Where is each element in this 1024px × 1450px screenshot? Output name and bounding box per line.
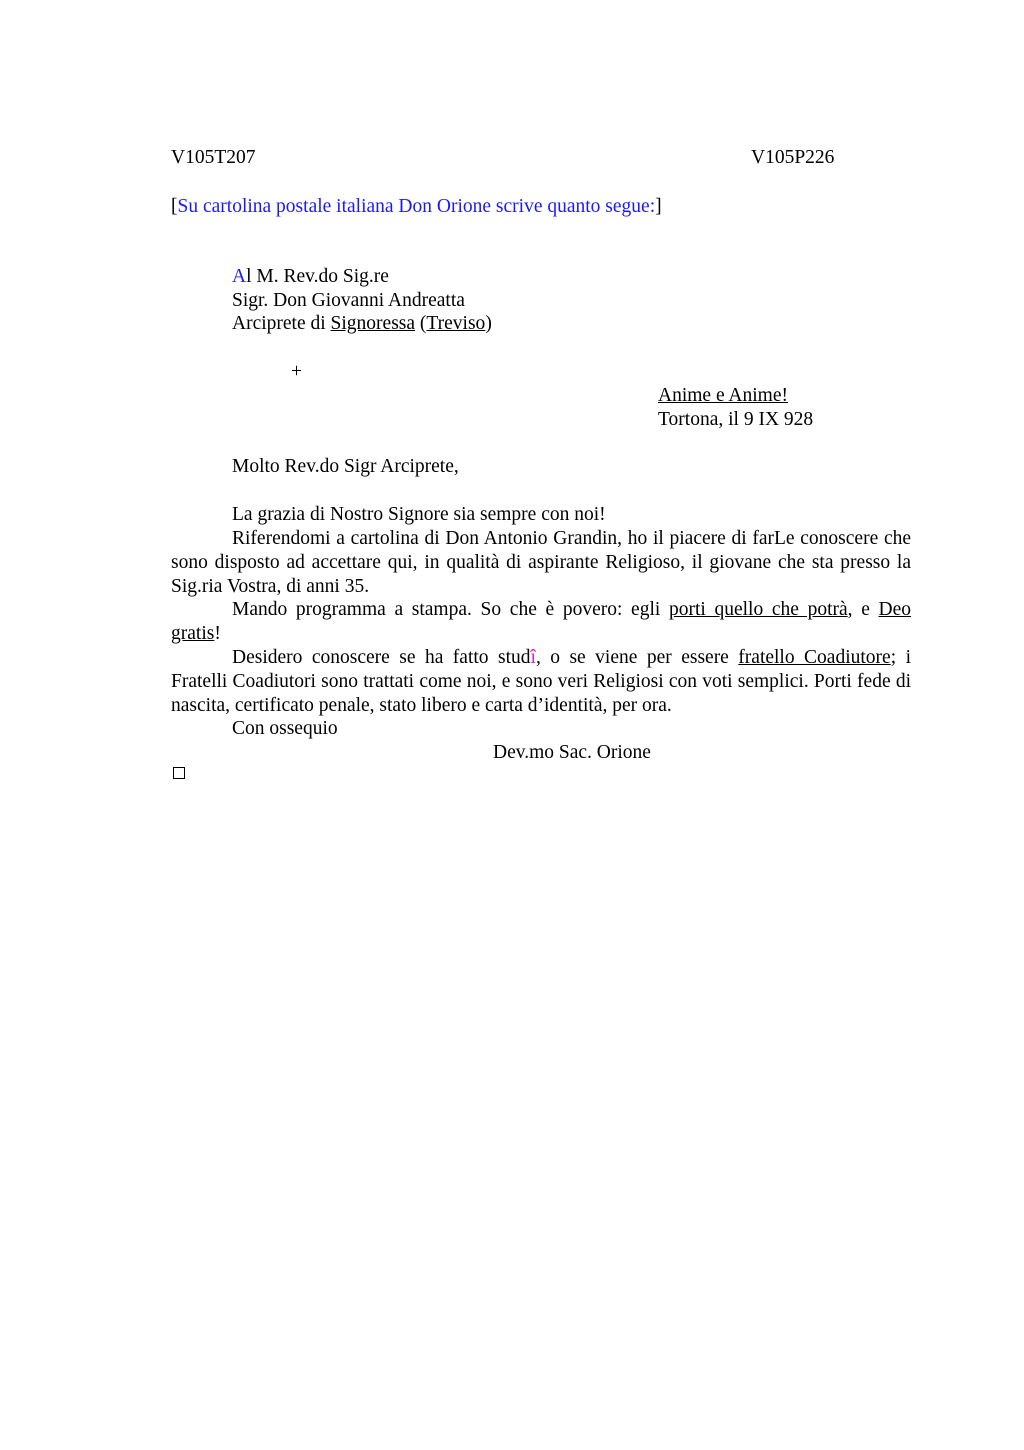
note-close-bracket: ] <box>655 196 662 217</box>
p4-accent-char: î <box>530 647 536 668</box>
p4-text-a: Desidero conoscere se ha fatto stud <box>232 647 531 668</box>
p3-text-c: ! <box>214 623 221 644</box>
address-line-3 <box>232 312 492 336</box>
dateline-motto: Anime e Anime! <box>658 385 788 406</box>
dateline-place-date: Tortona, il 9 IX 928 <box>658 409 814 430</box>
address-line-1-text: l M. Rev.do Sig.re <box>246 266 389 287</box>
p3-text-b: , e <box>847 599 879 620</box>
document-code-left: V105T207 <box>171 147 256 168</box>
document-code-right: V105P226 <box>751 147 835 168</box>
closing-phrase: Con ossequio <box>232 718 338 739</box>
salutation: Molto Rev.do Sigr Arciprete, <box>232 456 459 477</box>
address-line-2: Sigr. Don Giovanni Andreatta <box>232 290 465 311</box>
p3-text-a: Mando programma a stampa. So che è povero: egli <box>232 599 669 620</box>
p4-underlined: fratello Coadiutore <box>738 647 891 668</box>
address-initial: A <box>232 266 247 287</box>
address-open: ( <box>415 313 427 334</box>
cross-symbol: + <box>291 361 302 382</box>
p4-text-b: , o se viene per essere <box>535 647 739 668</box>
p3-underlined-2: Deo gratis <box>171 599 912 644</box>
end-marker-box <box>173 767 185 779</box>
note-open-bracket: [ <box>171 196 178 217</box>
address-line-1 <box>232 265 389 289</box>
editorial-note <box>171 195 662 219</box>
address-province: Treviso <box>426 313 486 334</box>
address-prefix: Arciprete di <box>232 313 331 334</box>
signature: Dev.mo Sac. Orione <box>493 742 651 763</box>
body-paragraph-4 <box>171 646 911 718</box>
address-place: Signoressa <box>330 313 416 334</box>
p4-text-c: ; i Fratelli Coadiutori sono trattati come noi, e sono veri Religiosi con voti semplici. Porti fede di nascita, certificato penale, stato libero e carta d’identità, per ora. <box>171 647 911 716</box>
body-paragraph-1: La grazia di Nostro Signore sia sempre con noi! <box>232 504 606 525</box>
body-paragraph-3 <box>171 598 911 646</box>
note-text: Su cartolina postale italiana Don Orione scrive quanto segue: <box>177 196 656 217</box>
address-close: ) <box>485 313 492 334</box>
p3-underlined-1: porti quello che potrà <box>668 599 848 620</box>
body-paragraph-2: Riferendomi a cartolina di Don Antonio Grandin, ho il piacere di farLe conoscere che sono disposto ad accettare qui, in qualità di aspirante Religioso, il giovane che sta presso la Sig.ria Vostra, di anni 35. <box>171 528 911 597</box>
